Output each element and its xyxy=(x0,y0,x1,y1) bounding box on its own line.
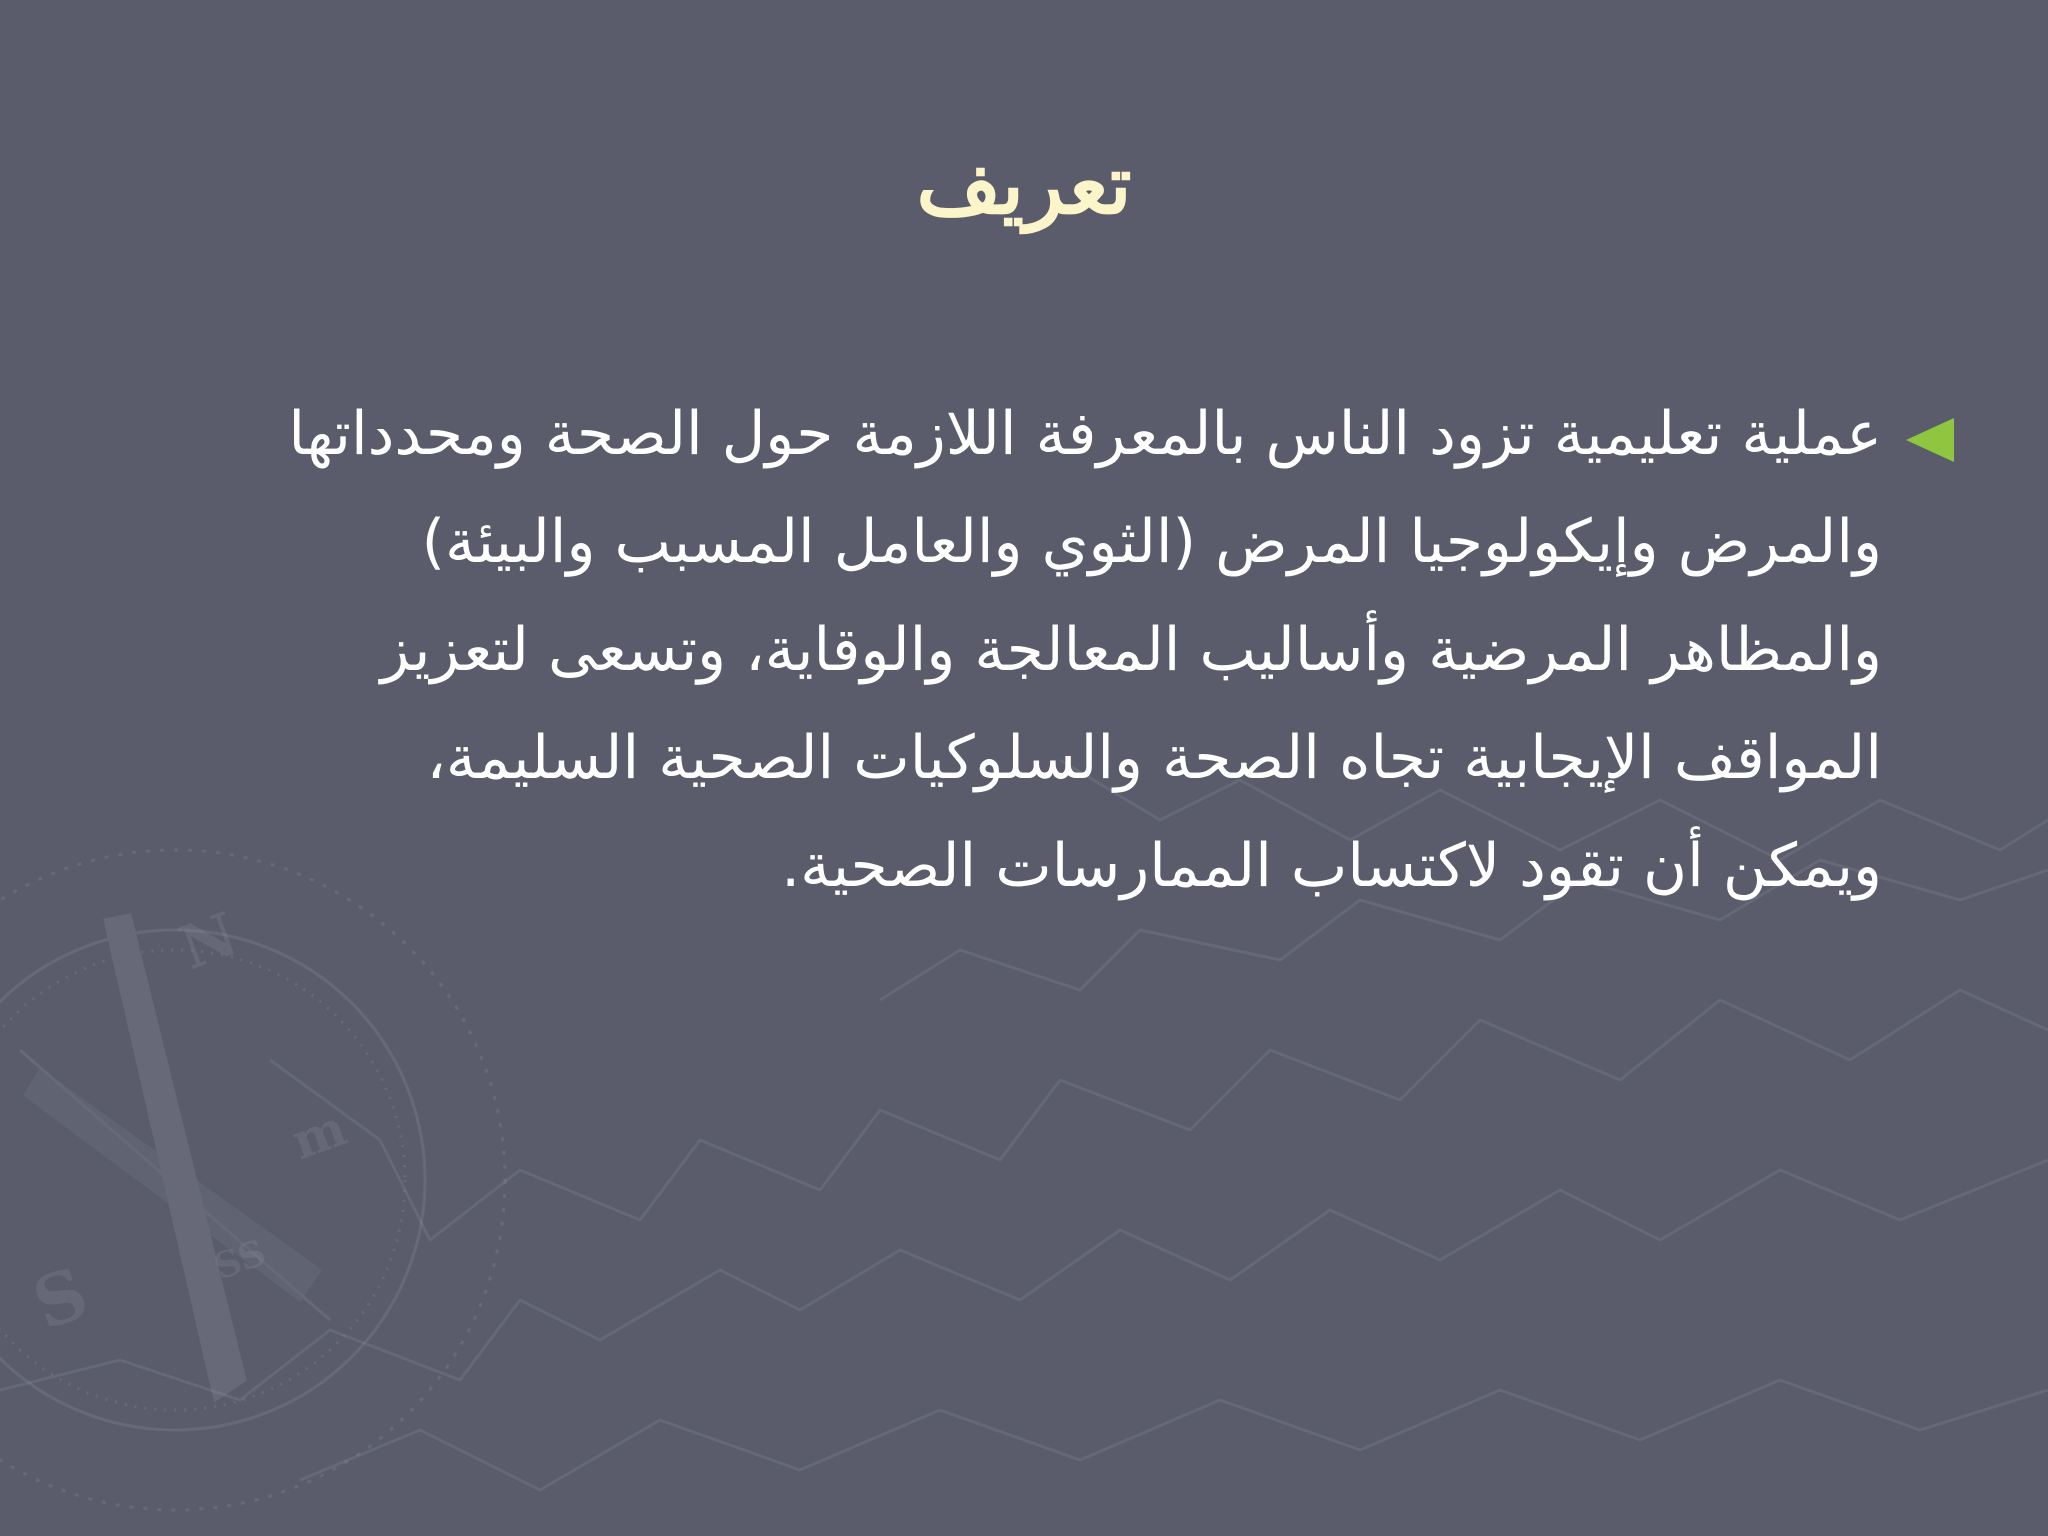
definition-paragraph: عملية تعليمية تزود الناس بالمعرفة اللازمة حول الصحة ومحدداتها والمرض وإيكولوجيا المرض (الثوي والعامل المسبب والبيئة) والمظاهر المرضية وأساليب المعالجة والوقاية، وتسعى لتعزيز المواقف الإيجابية تجاه الصحة والسلوكيات الصحية السليمة، ويمكن أن تقود لاكتساب الممارسات الصحية. xyxy=(288,399,1882,901)
bullet-list xyxy=(280,380,1960,1020)
triangle-bullet-icon xyxy=(1900,410,1960,470)
svg-text:N: N xyxy=(171,899,247,985)
svg-text:S: S xyxy=(22,1250,99,1346)
svg-text:m: m xyxy=(283,1097,354,1172)
svg-text:SS: SS xyxy=(208,1231,272,1289)
slide-title: تعريف xyxy=(916,137,1132,233)
